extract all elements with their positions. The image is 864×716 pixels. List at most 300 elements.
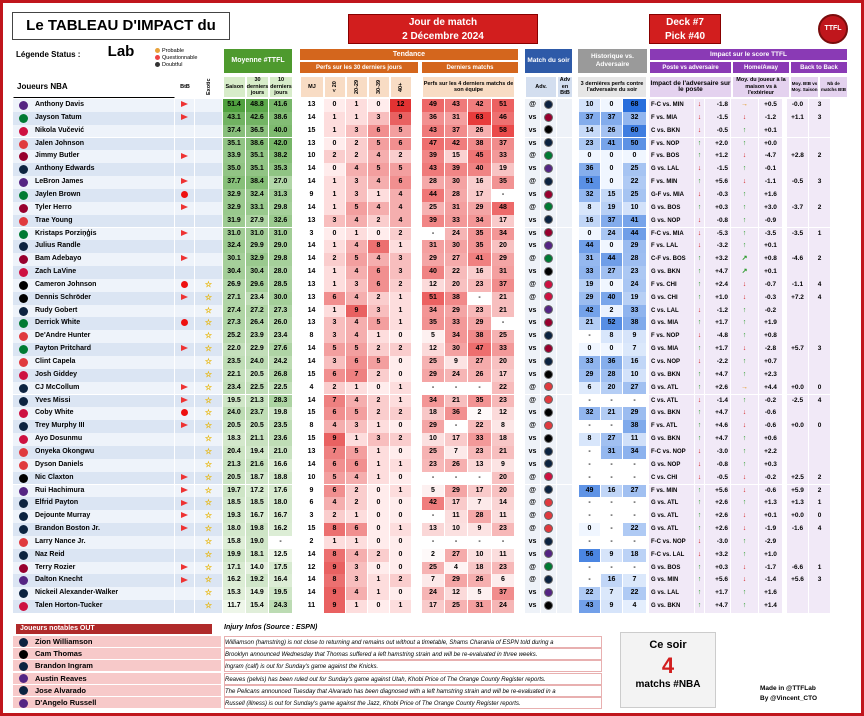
- last-game-score: 5: [422, 330, 445, 343]
- adv-btb-cell: [557, 382, 573, 395]
- btb-count: 0: [809, 420, 831, 433]
- table-row[interactable]: [13, 240, 848, 253]
- adv-btb-cell: [557, 279, 573, 292]
- match-day-banner: [348, 14, 538, 44]
- bucket-count: 1: [368, 330, 390, 343]
- table-row[interactable]: [13, 407, 848, 420]
- home-away: @: [525, 574, 541, 587]
- table-row[interactable]: [13, 305, 848, 318]
- games-played: 9: [300, 189, 324, 202]
- legend-title: Légende Status :: [16, 50, 81, 59]
- table-row[interactable]: [13, 485, 848, 498]
- impact-value: -3.0: [705, 536, 731, 549]
- adv-btb-cell: [557, 356, 573, 369]
- last-game-score: 21: [492, 305, 515, 318]
- home-away: @: [525, 150, 541, 163]
- bucket-count: 1: [324, 125, 346, 138]
- bucket-count: 0: [324, 99, 346, 112]
- bucket-count: 0: [390, 356, 412, 369]
- legend-label: Questionnable: [162, 55, 198, 61]
- home-value: -0.6: [759, 420, 783, 433]
- season-avg: 18.3: [223, 433, 246, 446]
- player-name: Rudy Gobert: [13, 305, 175, 318]
- games-played: 8: [300, 330, 324, 343]
- avg-30-days: 42.6: [246, 112, 269, 125]
- history-score: 44: [601, 253, 623, 266]
- out-player-row[interactable]: [13, 648, 221, 660]
- last-game-score: 38: [468, 330, 492, 343]
- home-away: @: [525, 523, 541, 536]
- table-row[interactable]: [13, 112, 848, 125]
- home-arrow-icon: ↑: [731, 446, 759, 459]
- bucket-count: 1: [368, 574, 390, 587]
- bucket-count: 7: [346, 369, 368, 382]
- history-score: 32: [623, 112, 647, 125]
- exotic-cell: [195, 356, 223, 369]
- btb-count: [809, 433, 831, 446]
- player-name: Zach LaVine: [13, 266, 175, 279]
- home-arrow-icon: ↑: [731, 228, 759, 241]
- bucket-count: 2: [346, 497, 368, 510]
- star-icon: ☆: [204, 601, 213, 611]
- table-row[interactable]: [13, 600, 848, 613]
- table-row[interactable]: [13, 510, 848, 523]
- games-played: 4: [300, 382, 324, 395]
- history-score: 42: [579, 305, 601, 318]
- table-row[interactable]: [13, 176, 848, 189]
- bucket-count: 2: [324, 382, 346, 395]
- bucket-count: 1: [346, 99, 368, 112]
- home-arrow-icon: ↑: [731, 600, 759, 613]
- history-score: 6: [579, 382, 601, 395]
- star-icon: ☆: [204, 459, 213, 469]
- out-player-row[interactable]: [13, 660, 221, 672]
- exotic-cell: [195, 536, 223, 549]
- last-game-score: 51: [492, 99, 515, 112]
- last-game-score: -: [445, 382, 468, 395]
- table-row[interactable]: [13, 472, 848, 485]
- star-icon: ☆: [204, 446, 213, 456]
- trend-arrow-icon: ↓: [695, 112, 705, 125]
- exotic-cell: [195, 446, 223, 459]
- home-value: -2.8: [759, 343, 783, 356]
- position-vs-opp: F vs. BOS: [649, 150, 695, 163]
- opponent-logo-icon: [544, 357, 553, 366]
- home-value: +0.6: [759, 433, 783, 446]
- btb-diff: -4.6: [787, 253, 809, 266]
- bucket-count: 0: [368, 497, 390, 510]
- adv-btb-cell: [557, 138, 573, 151]
- btb-count: 3: [809, 574, 831, 587]
- history-score: -: [623, 562, 647, 575]
- bucket-count: 0: [324, 228, 346, 241]
- bucket-count: 0: [368, 485, 390, 498]
- position-vs-opp: G vs. LAL: [649, 163, 695, 176]
- trend-arrow-icon: ↓: [695, 395, 705, 408]
- opponent-cell: [541, 446, 557, 459]
- table-row[interactable]: [13, 536, 848, 549]
- impact-value: +0.3: [705, 202, 731, 215]
- home-arrow-icon: ↓: [731, 523, 759, 536]
- out-player-row[interactable]: [13, 673, 221, 685]
- season-avg: 43.1: [223, 112, 246, 125]
- btb-count: 3: [809, 99, 831, 112]
- btb-diff: [787, 305, 809, 318]
- injury-info: Brooklyn announced Wednesday that Thomas suffered a left hamstring strain and will be re-evaluated in three weeks.: [224, 648, 602, 660]
- trend-arrow-icon: ↑: [695, 523, 705, 536]
- btb-cell: [175, 330, 195, 343]
- table-row[interactable]: [13, 382, 848, 395]
- history-score: -: [579, 459, 601, 472]
- season-avg: 20.5: [223, 472, 246, 485]
- star-icon: ☆: [204, 498, 213, 508]
- table-row[interactable]: [13, 253, 848, 266]
- btb-cell: [175, 253, 195, 266]
- opponent-logo-icon: [544, 318, 553, 327]
- home-arrow-icon: ↑: [731, 330, 759, 343]
- bucket-count: 5: [346, 407, 368, 420]
- games-played: 9: [300, 485, 324, 498]
- home-away: vs: [525, 317, 541, 330]
- trend-arrow-icon: ↑: [695, 382, 705, 395]
- avg-10-days: 24.2: [269, 356, 293, 369]
- last-game-score: 35: [492, 176, 515, 189]
- last-game-score: 17: [422, 600, 445, 613]
- btb-cell: [175, 549, 195, 562]
- position-vs-opp: G vs. BKN: [649, 266, 695, 279]
- btb-diff: -1.1: [787, 279, 809, 292]
- home-away: vs: [525, 240, 541, 253]
- bucket-count: 0: [390, 330, 412, 343]
- header-perfs30: Perfs sur les 30 derniers jours: [299, 61, 419, 74]
- bucket-count: 6: [368, 266, 390, 279]
- bucket-count: 1: [368, 189, 390, 202]
- match-day-date: 2 Décembre 2024: [402, 31, 484, 42]
- avg-30-days: 19.8: [246, 523, 269, 536]
- avg-10-days: 16.2: [269, 523, 293, 536]
- last-game-score: 6: [492, 574, 515, 587]
- opponent-logo-icon: [544, 549, 553, 558]
- bucket-count: 5: [324, 472, 346, 485]
- opponent-logo-icon: [544, 228, 553, 237]
- last-game-score: 22: [468, 420, 492, 433]
- bucket-count: 9: [390, 112, 412, 125]
- out-player-row[interactable]: [13, 685, 221, 697]
- avg-10-days: 26.0: [269, 317, 293, 330]
- opponent-cell: [541, 523, 557, 536]
- btb-count: [809, 587, 831, 600]
- table-row[interactable]: [13, 163, 848, 176]
- home-away: vs: [525, 343, 541, 356]
- table-row[interactable]: [13, 395, 848, 408]
- table-row[interactable]: [13, 433, 848, 446]
- table-row[interactable]: [13, 189, 848, 202]
- table-row[interactable]: [13, 356, 848, 369]
- avg-30-days: 14.0: [246, 562, 269, 575]
- season-avg: 27.3: [223, 317, 246, 330]
- history-score: 23: [623, 266, 647, 279]
- adv-btb-cell: [557, 292, 573, 305]
- btb-count: [809, 407, 831, 420]
- history-score: 36: [579, 163, 601, 176]
- col-adv: Adv.: [525, 76, 557, 98]
- star-icon: ☆: [204, 395, 213, 405]
- last-game-score: -: [422, 228, 445, 241]
- adv-btb-cell: [557, 253, 573, 266]
- impact-value: +1.7: [705, 343, 731, 356]
- bucket-count: 6: [324, 459, 346, 472]
- history-score: 34: [623, 446, 647, 459]
- table-row[interactable]: [13, 99, 848, 112]
- bucket-count: 8: [324, 549, 346, 562]
- bucket-count: 2: [368, 343, 390, 356]
- trend-arrow-icon: ↑: [695, 497, 705, 510]
- opponent-logo-icon: [544, 382, 553, 391]
- table-row[interactable]: [13, 138, 848, 151]
- games-played: 15: [300, 407, 324, 420]
- opponent-logo-icon: [544, 138, 553, 147]
- opponent-logo-icon: [544, 524, 553, 533]
- table-row[interactable]: [13, 202, 848, 215]
- last-game-score: 21: [492, 446, 515, 459]
- avg-10-days: 30.0: [269, 292, 293, 305]
- history-score: 36: [601, 356, 623, 369]
- history-score: -: [601, 562, 623, 575]
- deck-banner: [649, 14, 721, 44]
- home-value: -0.2: [759, 395, 783, 408]
- position-vs-opp: F-C vs. MIN: [649, 99, 695, 112]
- table-row[interactable]: [13, 587, 848, 600]
- exotic-cell: [195, 574, 223, 587]
- home-value: -0.6: [759, 407, 783, 420]
- games-played: 11: [300, 600, 324, 613]
- adv-btb-cell: [557, 562, 573, 575]
- avg-10-days: 41.6: [269, 99, 293, 112]
- games-played: 13: [300, 138, 324, 151]
- history-score: 0: [601, 279, 623, 292]
- legend-item: [155, 55, 197, 62]
- last-game-score: 30: [445, 176, 468, 189]
- opponent-cell: [541, 99, 557, 112]
- home-value: -1.4: [759, 574, 783, 587]
- last-game-score: 22: [492, 382, 515, 395]
- last-game-score: 43: [422, 163, 445, 176]
- avg-30-days: 21.1: [246, 433, 269, 446]
- opponent-cell: [541, 202, 557, 215]
- btb-diff: [787, 240, 809, 253]
- tonight-label: Ce soir: [649, 639, 687, 651]
- avg-30-days: 33.1: [246, 202, 269, 215]
- history-score: 27: [601, 266, 623, 279]
- bucket-count: 1: [368, 587, 390, 600]
- last-game-score: 24: [422, 587, 445, 600]
- table-row[interactable]: [13, 420, 848, 433]
- home-away: @: [525, 99, 541, 112]
- last-game-score: 35: [468, 395, 492, 408]
- trend-arrow-icon: ↓: [695, 228, 705, 241]
- history-score: -: [601, 395, 623, 408]
- history-score: 27: [623, 382, 647, 395]
- impact-value: -1.4: [705, 395, 731, 408]
- table-row[interactable]: [13, 459, 848, 472]
- last-game-score: 34: [422, 395, 445, 408]
- last-game-score: 17: [492, 369, 515, 382]
- history-score: 37: [601, 215, 623, 228]
- table-row[interactable]: [13, 497, 848, 510]
- last-game-score: 29: [445, 305, 468, 318]
- exotic-cell: [195, 587, 223, 600]
- star-icon: ☆: [204, 408, 213, 418]
- adv-btb-cell: [557, 549, 573, 562]
- home-away: vs: [525, 433, 541, 446]
- adv-btb-cell: [557, 600, 573, 613]
- btb-count: [809, 356, 831, 369]
- out-player-name: Zion Williamson: [35, 637, 93, 646]
- home-away: vs: [525, 266, 541, 279]
- credits-line1: Made in @TTFLab: [760, 685, 816, 692]
- btb-diff: -3.7: [787, 202, 809, 215]
- header-match-soir: Match du soir: [524, 48, 573, 74]
- opponent-cell: [541, 189, 557, 202]
- table-row[interactable]: [13, 562, 848, 575]
- impact-value: +4.6: [705, 420, 731, 433]
- table-row[interactable]: [13, 150, 848, 163]
- header-poste: Poste vs adversaire: [649, 61, 732, 74]
- status-dot-icon: [155, 55, 160, 60]
- player-name: Kristaps Porziņģis: [13, 228, 175, 241]
- games-played: 14: [300, 163, 324, 176]
- last-game-score: 25: [445, 600, 468, 613]
- col-exotic: Exotic: [195, 76, 223, 98]
- adv-btb-cell: [557, 510, 573, 523]
- trend-arrow-icon: ↑: [695, 574, 705, 587]
- last-game-score: 20: [492, 472, 515, 485]
- last-game-score: 28: [445, 189, 468, 202]
- table-row[interactable]: [13, 549, 848, 562]
- last-game-score: 43: [445, 99, 468, 112]
- trend-arrow-icon: ↑: [695, 562, 705, 575]
- history-score: 0: [579, 343, 601, 356]
- exotic-cell: [195, 189, 223, 202]
- table-row[interactable]: [13, 292, 848, 305]
- table-row[interactable]: [13, 215, 848, 228]
- last-game-score: 39: [445, 163, 468, 176]
- home-away: @: [525, 485, 541, 498]
- position-vs-opp: F vs. ATL: [649, 420, 695, 433]
- btb-diff: +5.7: [787, 343, 809, 356]
- table-row[interactable]: [13, 317, 848, 330]
- btb-count: 2: [809, 485, 831, 498]
- games-played: 14: [300, 343, 324, 356]
- history-score: 38: [623, 317, 647, 330]
- out-player-row[interactable]: [13, 697, 221, 709]
- last-game-score: 36: [422, 112, 445, 125]
- bucket-count: 1: [390, 523, 412, 536]
- team-logo-icon: [19, 686, 28, 695]
- table-row[interactable]: [13, 369, 848, 382]
- table-row[interactable]: [13, 523, 848, 536]
- adv-btb-cell: [557, 343, 573, 356]
- last-game-score: 58: [492, 125, 515, 138]
- history-score: 19: [579, 279, 601, 292]
- opponent-cell: [541, 485, 557, 498]
- position-vs-opp: G vs. MIA: [649, 343, 695, 356]
- last-game-score: -: [422, 382, 445, 395]
- btb-count: [809, 446, 831, 459]
- opponent-logo-icon: [544, 190, 553, 199]
- btb-diff: +2.5: [787, 472, 809, 485]
- home-value: +0.0: [759, 138, 783, 151]
- games-played: 15: [300, 369, 324, 382]
- home-arrow-icon: ↑: [731, 587, 759, 600]
- games-played: 13: [300, 215, 324, 228]
- btb-diff: +2.8: [787, 150, 809, 163]
- opponent-logo-icon: [544, 254, 553, 263]
- star-icon: ☆: [204, 575, 213, 585]
- star-icon: ☆: [204, 485, 213, 495]
- season-avg: 30.4: [223, 266, 246, 279]
- position-vs-opp: F-C vs. NOP: [649, 536, 695, 549]
- table-row[interactable]: [13, 446, 848, 459]
- history-score: 37: [601, 112, 623, 125]
- position-vs-opp: G vs. BKN: [649, 433, 695, 446]
- bucket-count: 1: [368, 459, 390, 472]
- btb-cell: [175, 433, 195, 446]
- adv-btb-cell: [557, 202, 573, 215]
- position-vs-opp: F vs. MIN: [649, 176, 695, 189]
- btb-count: 0: [809, 510, 831, 523]
- adv-btb-cell: [557, 459, 573, 472]
- table-row[interactable]: [13, 574, 848, 587]
- btb-count: 2: [809, 253, 831, 266]
- last-game-score: 13: [468, 459, 492, 472]
- table-row[interactable]: [13, 343, 848, 356]
- out-player-row[interactable]: [13, 636, 221, 648]
- table-row[interactable]: [13, 228, 848, 241]
- table-row[interactable]: [13, 125, 848, 138]
- table-row[interactable]: [13, 266, 848, 279]
- exotic-cell: [195, 228, 223, 241]
- last-game-score: 26: [445, 459, 468, 472]
- trend-arrow-icon: ↓: [695, 99, 705, 112]
- last-game-score: 17: [445, 497, 468, 510]
- bucket-count: 6: [390, 176, 412, 189]
- bucket-count: 6: [324, 369, 346, 382]
- bucket-count: 2: [368, 292, 390, 305]
- player-name: Dejounte Murray: [13, 510, 175, 523]
- last-game-score: 11: [492, 510, 515, 523]
- history-score: 16: [579, 215, 601, 228]
- home-value: +0.1: [759, 510, 783, 523]
- col-20-29: 20-29: [346, 76, 368, 98]
- home-arrow-icon: ↓: [731, 472, 759, 485]
- last-game-score: 35: [422, 317, 445, 330]
- games-played: 14: [300, 112, 324, 125]
- adv-btb-cell: [557, 485, 573, 498]
- bucket-count: 0: [390, 536, 412, 549]
- table-row[interactable]: [13, 279, 848, 292]
- exotic-cell: [195, 510, 223, 523]
- bucket-count: 4: [346, 587, 368, 600]
- history-score: 52: [601, 317, 623, 330]
- table-row[interactable]: [13, 330, 848, 343]
- trend-arrow-icon: ↑: [695, 510, 705, 523]
- last-game-score: 63: [468, 112, 492, 125]
- season-avg: 33.9: [223, 150, 246, 163]
- bucket-count: 1: [324, 189, 346, 202]
- exotic-cell: [195, 240, 223, 253]
- last-game-score: -: [422, 536, 445, 549]
